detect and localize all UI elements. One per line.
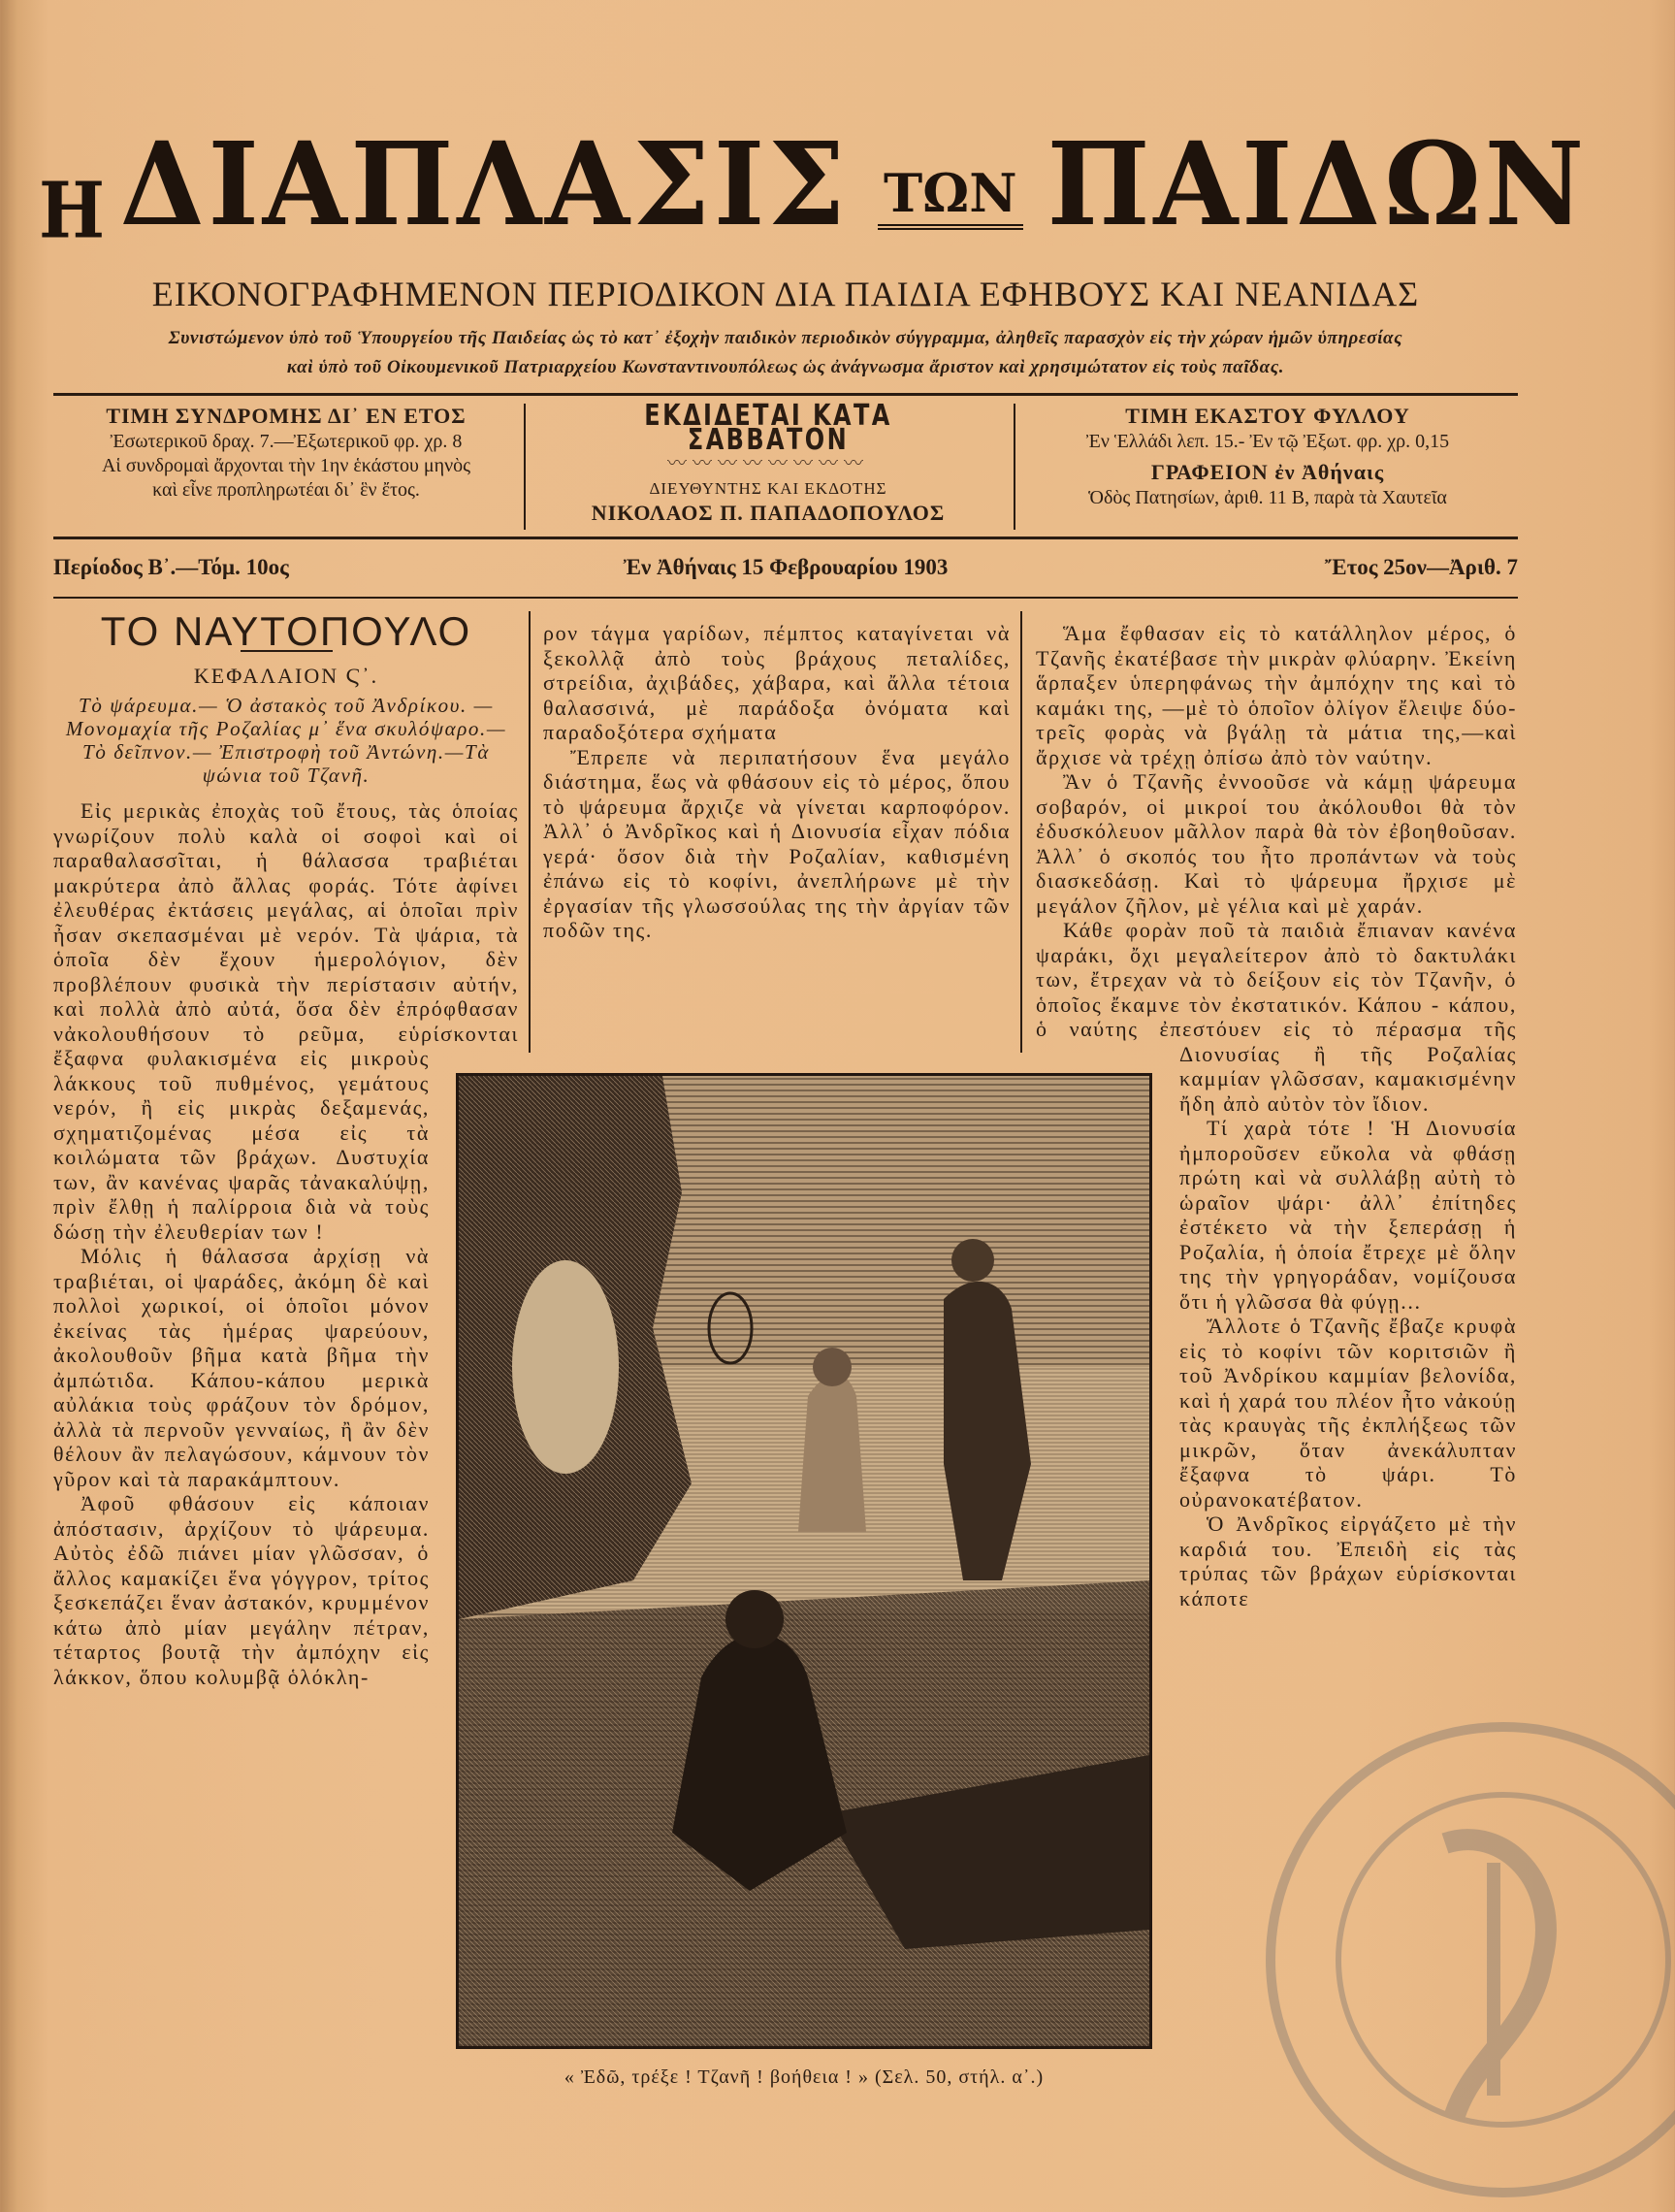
masthead-word-diaplasis: ΔΙΑΠΛΑΣΙΣ bbox=[119, 116, 850, 251]
paragraph: Εἰς μερικὰς ἐποχὰς τοῦ ἔτους, τὰς ὁποίας γνωρίζουν πολὺ καλὰ οἱ σοφοὶ καὶ οἱ παραθαλασσῖται, ἡ θάλασσα τραβιέται μακρύτερα ἀπὸ ἄλλας φοράς. Τότε ἀφίνει ἐλευθέρας ἐκτάσεις μεγάλας, αἱ ὁποῖαι πρὶν ἦσαν σκεπασμέναι μὲ νερόν. Τὰ ψάρια, τὰ ὁποῖα δὲν ἔχουν ἡμερολόγιον, δὲν προβλέπουν φυσικὰ τὴν περίστασιν αὐτήν, καὶ πολλὰ ἀπὸ αὐτά, ὅσα δὲν ἐπρόφθασαν νἀκολουθήσουν τὸ ρεῦμα, εὑρίσκονται ἔξαφνα φυλακισμένα εἰς μικροὺς λάκκους τοῦ πυθμένος, γεμάτους νερόν, ἢ εἰς μικρὰς δεξαμενάς, σχηματιζομένας μέσα εἰς τὰ κοιλώματα τῶν βράχων. Δυστυχία των, ἂν κανένας ψαρᾶς τἀνακαλύψῃ, πρὶν ἔλθῃ ἡ παλίρροια διὰ νὰ τοὺς δώσῃ τὴν ἐλευθερίαν των ! bbox=[53, 798, 519, 1244]
subscription-price: Ἐσωτερικοῦ δραχ. 7.—Ἐξωτερικοῦ φρ. χρ. 8 bbox=[110, 431, 463, 452]
paragraph: Τί χαρὰ τότε ! Ἡ Διονυσία ἠμποροῦσεν εὔκολα νὰ φθάσῃ πρώτη καὶ νὰ συλλάβῃ αὐτὴ τὸ ὡραῖον ψάρι· ἀλλ᾽ ἐπίτηδες ἐστέκετο νὰ τὴν ξεπεράσῃ ἡ Ροζαλία, ἡ ὁποία ἔτρεχε μὲ ὅλην της τὴν γρηγοράδαν, νομίζουσα ὅτι ἡ γλῶσσα θὰ φύγῃ... bbox=[1179, 1116, 1517, 1314]
subscription-note-2: καὶ εἶνε προπληρωτέαι δι᾽ ἓν ἔτος. bbox=[152, 479, 420, 501]
office-title: ΓΡΑΦΕΙΟΝ ἐν Ἀθήναις bbox=[1150, 460, 1385, 484]
director-name: ΝΙΚΟΛΑΟΣ Π. ΠΑΠΑΔΟΠΟΥΛΟΣ bbox=[591, 501, 946, 525]
chapter-summary: Τὸ ψάρευμα.— Ὁ ἀστακὸς τοῦ Ἀνδρίκου. — Μονομαχία τῆς Ροζαλίας μ᾽ ἕνα σκυλόψαρο.— Τὸ δεῖπνον.— Ἐπιστροφὴ τοῦ Ἀντώνη.—Τὰ ψώνια τοῦ Τζανῆ. bbox=[65, 694, 507, 787]
publisher-box: ΕΚΔΙΔΕΤΑΙ ΚΑΤΑ ΣΑΒΒΑΤΟΝ 〰〰〰〰〰〰〰〰 ΔΙΕΥΘΥΝΤΗΣ ΚΑΙ ΕΚΔΟΤΗΣ ΝΙΚΟΛΑΟΣ Π. ΠΑΠΑΔΟΠΟΥΛΟΣ bbox=[524, 404, 1011, 530]
sheet-price-title: ΤΙΜΗ ΕΚΑΣΤΟΥ ΦΥΛΛΟΥ bbox=[1125, 404, 1410, 428]
library-stamp-watermark bbox=[1251, 1708, 1675, 2212]
issue-period: Περίοδος Β᾽.—Τόμ. 10ος bbox=[53, 555, 289, 579]
paragraph: Ὁ Ἀνδρῖκος εἰργάζετο μὲ τὴν καρδιά του. Ἐπειδὴ εἰς τὰς τρύπας τῶν βράχων εὑρίσκονται κάποτε bbox=[1179, 1512, 1517, 1610]
recommendation-line-2: καὶ ὑπὸ τοῦ Οἰκουμενικοῦ Πατριαρχείου Κωνσταντινουπόλεως ὡς ἀνάγνωσμα ἄριστον καὶ χρησιμώτατον εἰς τοὺς παῖδας. bbox=[286, 357, 1285, 377]
divider bbox=[53, 597, 1518, 599]
masthead-word-ton: ΤΩΝ bbox=[878, 162, 1023, 230]
engraving-image bbox=[459, 1076, 1149, 2046]
illustration-engraving bbox=[456, 1073, 1152, 2049]
paragraph: Μόλις ἡ θάλασσα ἀρχίσῃ νὰ τραβιέται, οἱ ψαράδες, ἀκόμη δὲ καὶ πολλοὶ χωρικοί, οἱ ὁποῖοι μόνον ἐκείνας τὰς ἡμέρας ψαρεύουν, ἀκολουθοῦν βῆμα κατὰ βῆμα τὴν ἀμπώτιδα. Κάπου-κάπου μερικὰ αὐλάκια τοὺς φράζουν τὸν δρόμον, ἀλλὰ τὰ περνοῦν γενναίως, ἢ ἂν δὲν θέλουν ἂν πελαγώσουν, κάμνουν τὸν γῦρον καὶ τὰ παρακάμπτουν. bbox=[53, 1244, 430, 1491]
divider bbox=[53, 393, 1518, 396]
office-address: Ὁδὸς Πατησίων, ἀριθ. 11 Β, παρὰ τὰ Χαυτεῖα bbox=[1088, 487, 1447, 508]
paragraph: Ἂν ὁ Τζανῆς ἐννοοῦσε νὰ κάμῃ ψάρευμα σοβαρόν, οἱ μικροί του ἀκόλουθοι θὰ τὸν ἐδυσκόλευον μᾶλλον παρὰ θὰ τὸν ἐβοηθοῦσαν. Ἀλλ᾽ ὁ σκοπός του ἦτο προπάντων νὰ τοὺς διασκεδάσῃ. Καὶ τὸ ψάρευμα ἤρχισε μὲ μεγάλον ζῆλον, μὲ γέλια καὶ μὲ χαράν. bbox=[1036, 769, 1517, 918]
article-column-2 bbox=[543, 621, 1011, 1057]
masthead-subtitle: ΕΙΚΟΝΟΓΡΑΦΗΜΕΝΟΝ ΠΕΡΙΟΔΙΚΟΝ ΔΙΑ ΠΑΙΔΙΑ ΕΦΗΒΟΥΣ ΚΑΙ ΝΕΑΝΙΔΑΣ bbox=[151, 275, 1420, 313]
paragraph: Κάθε φορὰν ποῦ τὰ παιδιὰ ἔπιαναν κανένα ψαράκι, ὄχι μεγαλείτερον ἀπὸ τὸ δακτυλάκι των, ἔτρεχαν νὰ τὸ δείξουν εἰς τὸν Τζανῆν, ὁ ὁποῖος ἔκαμνε τὸν ἐκστατικόν. Κάπου - κάπου, ὁ ναύτης ἐπεστόυεν εἰς τὸ πέρασμα τῆς Διονυσίας ἢ τῆς Ροζαλίας καμμίαν γλῶσσαν, καμακισμένην ἤδη ἀπὸ αὐτὸν τὸν ἴδιον. bbox=[1036, 918, 1517, 1116]
price-office-box bbox=[1014, 404, 1520, 530]
subscription-note-1: Αἱ συνδρομαὶ ἄρχονται τὴν 1ην ἑκάστου μηνὸς bbox=[101, 455, 471, 476]
sheet-price: Ἐν Ἑλλάδι λεπ. 15.- Ἐν τῷ Ἐξωτ. φρ. χρ. 0,15 bbox=[1085, 431, 1450, 452]
issue-year-number: Ἔτος 25ον—Ἀριθ. 7 bbox=[1324, 555, 1518, 579]
publication-schedule: ΕΚΔΙΔΕΤΑΙ ΚΑΤΑ ΣΑΒΒΑΤΟΝ bbox=[644, 399, 892, 457]
article-title: ΤΟ ΝΑΥΤΟΠΟΥΛΟ bbox=[100, 611, 472, 654]
paragraph: Ἔπρεπε νὰ περιπατήσουν ἕνα μεγάλο διάστημα, ἕως νὰ φθάσουν εἰς τὸ μέρος, ὅπου τὸ ψάρευμα ἄρχιζε νὰ γίνεται καρποφόρον. Ἀλλ᾽ ὁ Ἀνδρῖκος καὶ ἡ Διονυσία εἶχαν πόδια γερά· ὅσον διὰ τὴν Ροζαλίαν, καθισμένη ἐπάνω εἰς τὸ κοφίνι, ἀνεπλήρωνε μὲ τὴν ἐργασίαν τῆς γλωσσούλας της τὴν ἀργίαν τῶν ποδῶν της. bbox=[543, 744, 1011, 942]
chapter-heading: ΚΕΦΑΛΑΙΟΝ Ϛ᾽. bbox=[193, 663, 379, 688]
article-column-1 bbox=[53, 611, 519, 2105]
issue-date: Ἐν Ἀθήναις 15 Φεβρουαρίου 1903 bbox=[623, 555, 949, 579]
paragraph: ρον τάγμα γαρίδων, πέμπτος καταγίνεται νὰ ξεκολλᾷ ἀπὸ τοὺς βράχους πεταλίδες, στρείδια, ἀχιβάδες, χάβαρα, καὶ ἄλλα τέτοια θαλασσινά, μὲ παράδοξα ὀνόματα καὶ παραδοξότερα σχήματα bbox=[543, 621, 1011, 744]
recommendation-line-1: Συνιστώμενον ὑπὸ τοῦ Ὑπουργείου τῆς Παιδείας ὡς τὸ κατ᾽ ἐξοχὴν παιδικὸν περιοδικὸν σύγγραμμα, ἀληθεῖς παρασχὸν εἰς τὴν χώραν ἡμῶν ὑπηρεσίας bbox=[168, 328, 1403, 348]
paragraph: Ἀφοῦ φθάσουν εἰς κάποιαν ἀπόστασιν, ἀρχίζουν τὸ ψάρευμα. Αὐτὸς ἐδῶ πιάνει μίαν γλῶσσαν, ὁ ἄλλος καμακίζει ἕνα γόγγρον, τρίτος ξεσκεπάζει ἕναν ἀστακόν, κρυμμένον κάτω ἀπὸ μίαν μεγάλην πέτραν, τέταρτος βουτᾷ τὴν ἀμπόχην εἰς λάκκον, ὅπου κολυμβᾷ ὁλόκλη- bbox=[53, 1491, 430, 1689]
director-label: ΔΙΕΥΘΥΝΤΗΣ ΚΑΙ ΕΚΔΟΤΗΣ bbox=[649, 479, 887, 498]
column-rule bbox=[529, 611, 531, 1053]
subscription-title: ΤΙΜΗ ΣΥΝΔΡΟΜΗΣ ΔΙ᾽ ΕΝ ΕΤΟΣ bbox=[106, 404, 467, 428]
masthead-article: Η bbox=[39, 164, 106, 256]
masthead-word-paidon: ΠΑΙΔΩΝ bbox=[1047, 116, 1588, 251]
paragraph: Ἄλλοτε ὁ Τζανῆς ἔβαζε κρυφὰ εἰς τὸ κοφίνι τῶν κοριτσιῶν ἢ τοῦ Ἀνδρίκου καμμίαν βελονίδα, καὶ ἡ χαρά του πλέον ἦτο νἀκούῃ τὰς κραυγὰς τῆς ἐκπλήξεως τῶν μικρῶν, ὅταν ἀνεκάλυπταν ἔξαφνα τὸ ψάρι. Τὸ οὐρανοκατέβατον. bbox=[1179, 1314, 1517, 1512]
masthead bbox=[39, 116, 1588, 262]
divider bbox=[53, 537, 1518, 539]
paragraph: Ἅμα ἔφθασαν εἰς τὸ κατάλληλον μέρος, ὁ Τζανῆς ἐκατέβασε τὴν μικρὰν φλύαρην. Ἐκείνη ἅρπαξεν ὑπερηφάνως τὴν ἀμπόχην της καὶ τὸ καμάκι της, —μὲ τὸ ὁποῖον ὀλίγον ἔλειψε δύο-τρεῖς φορὰς νὰ βγάλῃ τὰ μάτια της,—καὶ ἄρχισε νὰ τρέχῃ ὀπίσω ἀπὸ τὸν ναύτην. bbox=[1036, 621, 1517, 769]
illustration-caption: « Ἐδῶ, τρέξε ! Τζανῆ ! βοήθεια ! » (Σελ. 50, στήλ. α᾽.) bbox=[564, 2066, 1045, 2088]
subscription-box bbox=[53, 404, 519, 530]
column-rule bbox=[1020, 611, 1022, 1053]
